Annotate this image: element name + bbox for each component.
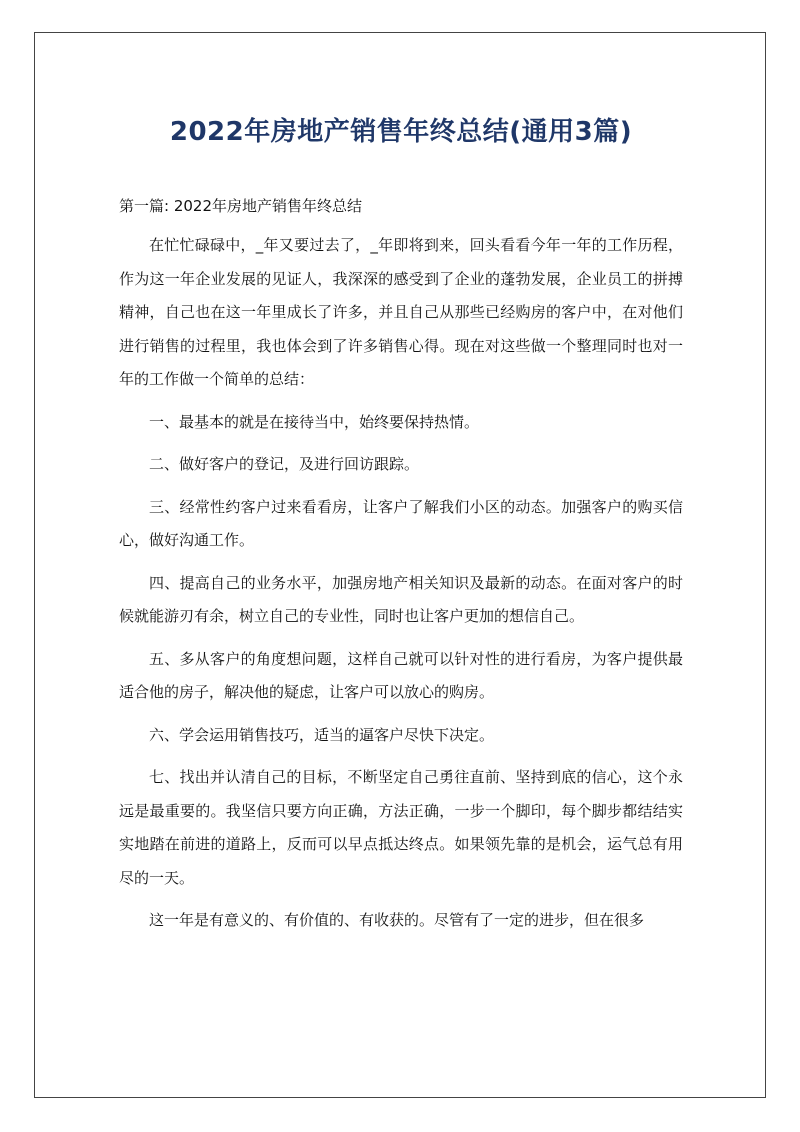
- document-body: [119, 104, 683, 938]
- paragraph-point-4: 四、提高自己的业务水平，加强房地产相关知识及最新的动态。在面对客户的时候就能游刃有余，树立自己的专业性，同时也让客户更加的想信自己。: [119, 573, 683, 625]
- document-title: 2022年房地产销售年终总结(通用3篇): [169, 117, 633, 147]
- paragraph-point-1: 一、最基本的就是在接待当中，始终要保持热情。: [149, 412, 480, 431]
- paragraph-intro: 在忙忙碌碌中，_年又要过去了，_年即将到来，回头看看今年一年的工作历程，作为这一年企业发展的见证人，我深深的感受到了企业的蓬勃发展，企业员工的拼搏精神，自己也在这一年里成长了许多，并且自己从那些已经购房的客户中，在对他们进行销售的过程里，我也体会到了许多销售心得。现在对这些做一个整理同时也对一年的工作做一个简单的总结：: [119, 236, 683, 388]
- paragraph-point-5: 五、多从客户的角度想问题，这样自己就可以针对性的进行看房，为客户提供最适合他的房子，解决他的疑虑，让客户可以放心的购房。: [119, 649, 683, 701]
- paragraph-point-7: 七、找出并认清自己的目标，不断坚定自己勇往直前、坚持到底的信心，这个永远是最重要的。我坚信只要方向正确，方法正确，一步一个脚印，每个脚步都结结实实地踏在前进的道路上，反而可以早点抵达终点。如果领先靠的是机会，运气总有用尽的一天。: [119, 768, 683, 887]
- section-heading: 第一篇: 2022年房地产销售年终总结: [119, 197, 362, 215]
- paragraph-point-3: 三、经常性约客户过来看看房，让客户了解我们小区的动态。加强客户的购买信心，做好沟通工作。: [119, 497, 683, 549]
- paragraph-point-6: 六、学会运用销售技巧，适当的逼客户尽快下决定。: [149, 725, 495, 744]
- paragraph-conclusion: 这一年是有意义的、有价值的、有收获的。尽管有了一定的进步，但在很多: [149, 911, 645, 929]
- paragraph-point-2: 二、做好客户的登记，及进行回访跟踪。: [149, 455, 420, 473]
